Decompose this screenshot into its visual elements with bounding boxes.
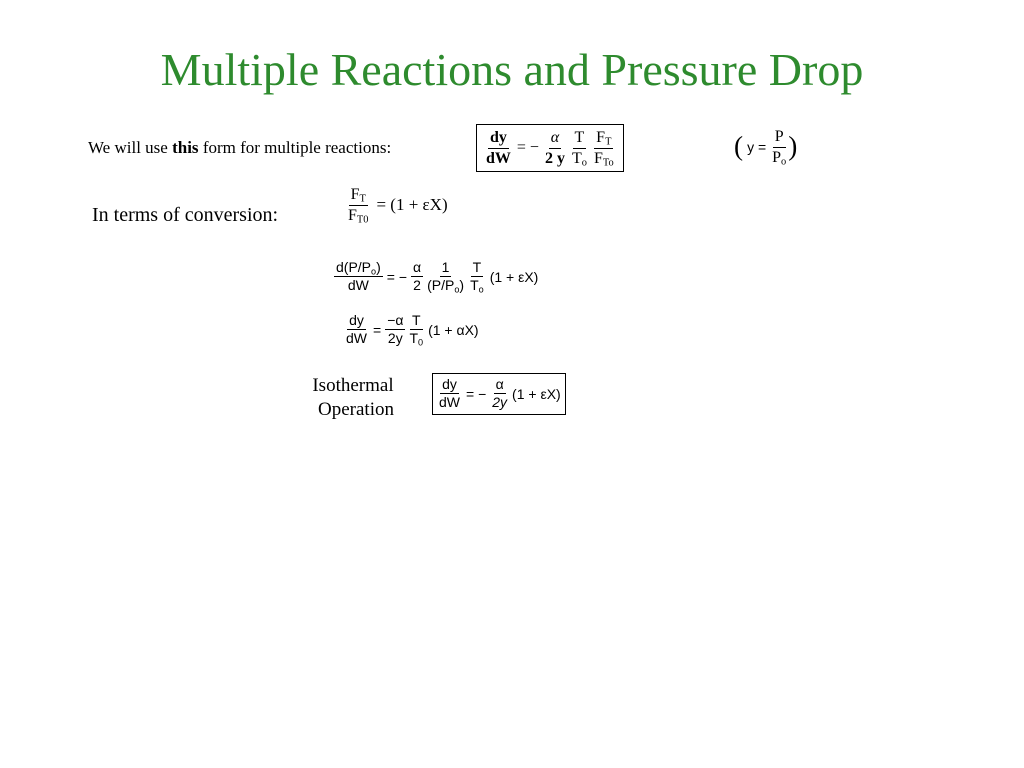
dy-dw-fraction	[484, 129, 513, 167]
pressure-drop-equation	[334, 260, 538, 294]
t0-denominator-3: $T_0$	[409, 330, 424, 348]
t-numerator-2: T	[471, 260, 484, 277]
alpha-symbol-2: α	[411, 260, 423, 277]
equals-minus-3: = −	[466, 385, 487, 402]
ppo-denominator: $(P/P_o)$	[427, 277, 465, 295]
conversion-equation	[346, 186, 448, 224]
multiple-reactions-equation	[476, 124, 624, 172]
t0-denominator-2: $T_o$	[470, 277, 484, 295]
slide-title: Multiple Reactions and Pressure Drop	[160, 44, 864, 95]
ft-over-ft0-conversion	[346, 186, 370, 224]
neg-alpha: −α	[385, 313, 405, 330]
alpha-over-2y-fraction-2	[490, 377, 509, 411]
p-over-po-fraction	[770, 128, 788, 166]
one-numerator: 1	[440, 260, 452, 277]
dy-numerator-3: dy	[440, 377, 459, 394]
isothermal-label	[312, 374, 394, 422]
ft-num: $F_T$	[350, 186, 366, 205]
dp-numerator: $d(P/P_o)$	[336, 259, 381, 277]
right-paren: )	[788, 131, 798, 162]
conversion-rhs: = (1 + εX)	[376, 195, 448, 215]
two-y-3: 2y	[492, 394, 508, 411]
ft0-denominator: $F_{To}$	[593, 149, 614, 169]
equals-minus: = −	[516, 139, 539, 157]
alpha-over-2y-fraction	[543, 129, 567, 167]
t-numerator: T	[573, 129, 587, 149]
t0-denominator: $T_o$	[571, 149, 587, 169]
dw-denominator: dW	[486, 149, 511, 167]
dy-numerator-2: dy	[347, 313, 366, 330]
dy-dw-fraction-3	[437, 377, 462, 411]
intro-bold-word: this	[172, 138, 199, 157]
po-denominator: $P_o$	[772, 148, 787, 168]
isothermal-rhs: (1 + εX)	[512, 385, 561, 402]
equals: =	[373, 321, 382, 338]
isothermal-line2: Operation	[318, 399, 394, 420]
dy-dw-conversion-equation	[344, 313, 479, 347]
dw-denominator-4: dW	[439, 394, 460, 411]
isothermal-equation	[432, 373, 566, 415]
isothermal-line1: Isothermal	[312, 375, 394, 396]
t-numerator-3: T	[410, 313, 423, 330]
alpha-over-2-fraction	[411, 260, 423, 294]
t-over-t0-fraction-3	[407, 313, 425, 347]
t-over-t0-fraction	[570, 129, 589, 167]
ft-numerator: $F_T$	[596, 129, 612, 148]
t-over-t0-fraction-2	[468, 260, 486, 294]
intro-text	[88, 138, 391, 158]
dy-dw-fraction-2	[344, 313, 369, 347]
two: 2	[413, 277, 421, 294]
pressure-rhs: (1 + εX)	[489, 268, 539, 285]
ft0-den: $F_{T0}$	[348, 206, 369, 226]
dy-numerator: dy	[488, 129, 509, 149]
conversion-label: In terms of conversion:	[92, 204, 279, 226]
p-numerator: P	[773, 128, 786, 148]
one-over-ppo-fraction	[425, 260, 466, 294]
intro-text-before: We will use	[88, 138, 173, 157]
y-definition-equation	[734, 128, 797, 166]
ft-over-ft0-fraction	[592, 129, 616, 167]
two-y: 2 y	[544, 149, 565, 167]
dw-denominator-3: dW	[346, 330, 367, 347]
two-y-2: 2y	[387, 330, 403, 347]
alpha-symbol: α	[549, 129, 561, 149]
intro-text-after: form for multiple reactions:	[198, 138, 392, 157]
dp-over-dw-fraction	[334, 260, 383, 294]
left-paren: (	[734, 131, 744, 162]
alpha-symbol-3: α	[494, 377, 506, 394]
dw-denominator-2: dW	[347, 277, 369, 294]
equals-minus-2: = −	[386, 268, 407, 285]
y2-rhs: (1 + αX)	[428, 321, 479, 338]
y-equals: y =	[747, 139, 767, 156]
neg-alpha-over-2y-fraction	[385, 313, 405, 347]
